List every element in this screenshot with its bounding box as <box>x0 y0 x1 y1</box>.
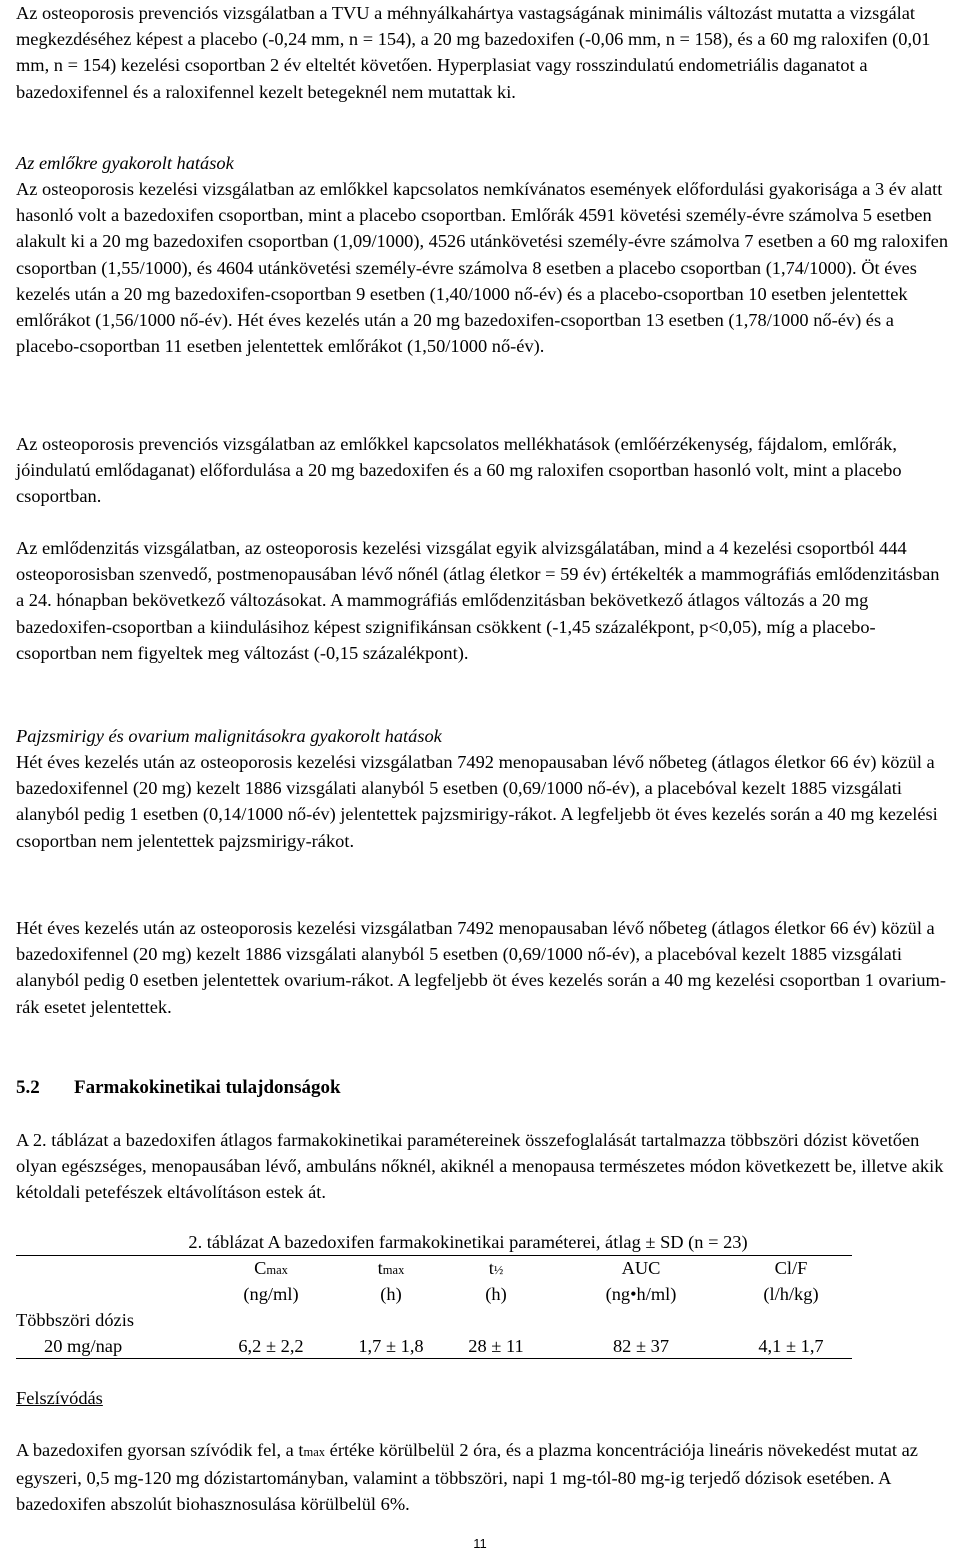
unit-tmax: (h) <box>380 1284 402 1304</box>
paragraph-absorption: A bazedoxifen gyorsan szívódik fel, a tmax értéke körülbelül 2 óra, és a plazma koncentrációja lineáris növekedést mutat az egyszeri, 0,5 mg-120 mg dózistartományban, valamint a többszöri, napi 1 mg-tól-80 mg-ig terjedő dózisok esetében. A bazedoxifen abszolút biohasznosulása körülbelül 6%. <box>16 1440 918 1515</box>
row-group-label: Többszöri dózis <box>16 1310 134 1330</box>
value-cmax: 6,2 ± 2,2 <box>238 1336 304 1356</box>
value-clf: 4,1 ± 1,7 <box>758 1336 824 1356</box>
value-thalf: 28 ± 11 <box>468 1336 524 1356</box>
unit-clf: (l/h/kg) <box>763 1284 819 1304</box>
header-auc: AUC <box>621 1258 661 1278</box>
paragraph-pk-intro: A 2. táblázat a bazedoxifen átlagos farmakokinetikai paramétereinek összefoglalását tartalmazza többszöri dózist követően olyan egészséges, menopausában lévő, ambuláns nőknél, akiknél a menopausa természetes módon következett be, illetve akik kétoldali petefészek eltávolításon estek át. <box>16 1130 944 1203</box>
header-clf: Cl/F <box>774 1258 808 1278</box>
unit-cmax: (ng/ml) <box>243 1284 299 1304</box>
section-number: 5.2 <box>16 1077 40 1098</box>
row-label: 20 mg/nap <box>44 1336 123 1356</box>
heading-absorption: Felszívódás <box>16 1388 103 1408</box>
paragraph-thyroid-cancer: Hét éves kezelés után az osteoporosis kezelési vizsgálatban 7492 menopausaban lévő nőbeteg (átlagos életkor 66 év) közül a bazedoxifennel (20 mg) kezelt 1886 vizsgálati alanyból 5 esetben (0,69/1000 nő-év), a placebóval kezelt 1885 vizsgálati alanyból pedig 1 esetben (0,14/1000 nő-év) jelentettek pajzsmirigy-rákot. A legfeljebb öt éves kezelés során a 40 mg kezelési csoportban nem jelentettek pajzsmirigy-rákot. <box>16 752 938 851</box>
header-thalf: t½ <box>488 1258 504 1278</box>
pk-table <box>16 1255 852 1359</box>
unit-auc: (ng•h/ml) <box>605 1284 677 1304</box>
paragraph-breast-adverse-events: Az osteoporosis prevenciós vizsgálatban az emlőkkel kapcsolatos mellékhatások (emlőérzékenység, fájdalom, emlőrák, jóindulatú emlődaganat) előfordulása a 20 mg bazedoxifen és a 60 mg raloxifen csoportban hasonló volt, mint a placebo csoportban. <box>16 434 902 507</box>
header-cmax: Cmax <box>254 1258 288 1278</box>
value-tmax: 1,7 ± 1,8 <box>358 1336 424 1356</box>
table-bottom-rule <box>16 1358 852 1359</box>
page-number: 11 <box>473 1536 487 1551</box>
section-heading <box>16 1075 341 1101</box>
paragraph-ovarian-cancer: Hét éves kezelés után az osteoporosis kezelési vizsgálatban 7492 menopausaban lévő nőbeteg (átlagos életkor 66 év) közül a bazedoxifennel (20 mg) kezelt 1886 vizsgálati alanyból 5 esetben (0,69/1000 nő-év), a placebóval kezelt 1885 vizsgálati alanyból pedig 0 esetben jelentettek ovarium-rákot. A legfeljebb öt éves kezelés során a 40 mg kezelési csoportban 1 ovarium-rák esetet jelentettek. <box>16 918 946 1017</box>
heading-thyroid-ovary: Pajzsmirigy és ovarium malignitásokra gyakorolt hatások <box>16 726 442 746</box>
unit-thalf: (h) <box>485 1284 507 1304</box>
paragraph-endometrium: Az osteoporosis prevenciós vizsgálatban a TVU a méhnyálkahártya vastagságának minimális változást mutatta a vizsgálat megkezdéséhez képest a placebo (-0,24 mm, n = 154), a 20 mg bazedoxifen (-0,06 mm, n = 158), és a 60 mg raloxifen (0,01 mm, n = 154) kezelési csoportban 2 év elteltét követően. Hyperplasiat vagy rosszindulatú endometriális daganatot a bazedoxifennel és a raloxifennel kezelt betegeknél nem mutattak ki. <box>16 3 931 102</box>
paragraph-breast-density: Az emlődenzitás vizsgálatban, az osteoporosis kezelési vizsgálat egyik alvizsgálatában, mind a 4 kezelési csoportból 444 osteoporosisban szenvedő, postmenopausában lévő nőnél (átlag életkor = 59 év) értékelték a mammográfiás emlődenzitásban a 24. hónapban bekövetkező változásokat. A mammográfiás emlődenzitásban bekövetkező átlagos változás a 20 mg bazedoxifen-csoportban a kiindulásihoz képest szignifikánsan csökkent (-1,45 százalékpont, p<0,05), míg a placebo-csoportban nem figyeltek meg változást (-0,15 százalékpont). <box>16 538 940 663</box>
heading-breast-effects: Az emlőkre gyakorolt hatások <box>16 153 234 173</box>
header-tmax: tmax <box>377 1258 405 1278</box>
paragraph-breast-cancer-incidence: Az osteoporosis kezelési vizsgálatban az emlőkkel kapcsolatos nemkívánatos események előfordulási gyakorisága a 3 év alatt hasonló volt a bazedoxifen csoportban, mint a placebo csoportban. Emlőrák 4591 követési személy-évre számolva 5 esetben alakult ki a 20 mg bazedoxifen csoportban (1,09/1000), 4526 utánkövetési személy-évre számolva 7 esetben a 60 mg raloxifen csoportban (1,55/1000), és 4604 utánkövetési személy-évre számolva 8 esetben a placebo csoportban (1,74/1000). Öt éves kezelés után a 20 mg bazedoxifen-csoportban 9 esetben (1,40/1000 nő-év) és a placebo-csoportban 10 esetben jelentettek emlőrákot (1,56/1000 nő-év). Hét éves kezelés után a 20 mg bazedoxifen-csoportban 13 esetben (1,78/1000 nő-év) és a placebo-csoportban 11 esetben jelentettek emlőrákot (1,50/1000 nő-év). <box>16 179 949 357</box>
table-caption: 2. táblázat A bazedoxifen farmakokinetikai paraméterei, átlag ± SD (n = 23) <box>188 1232 748 1252</box>
value-auc: 82 ± 37 <box>612 1336 670 1356</box>
section-title: Farmakokinetikai tulajdonságok <box>74 1077 341 1098</box>
